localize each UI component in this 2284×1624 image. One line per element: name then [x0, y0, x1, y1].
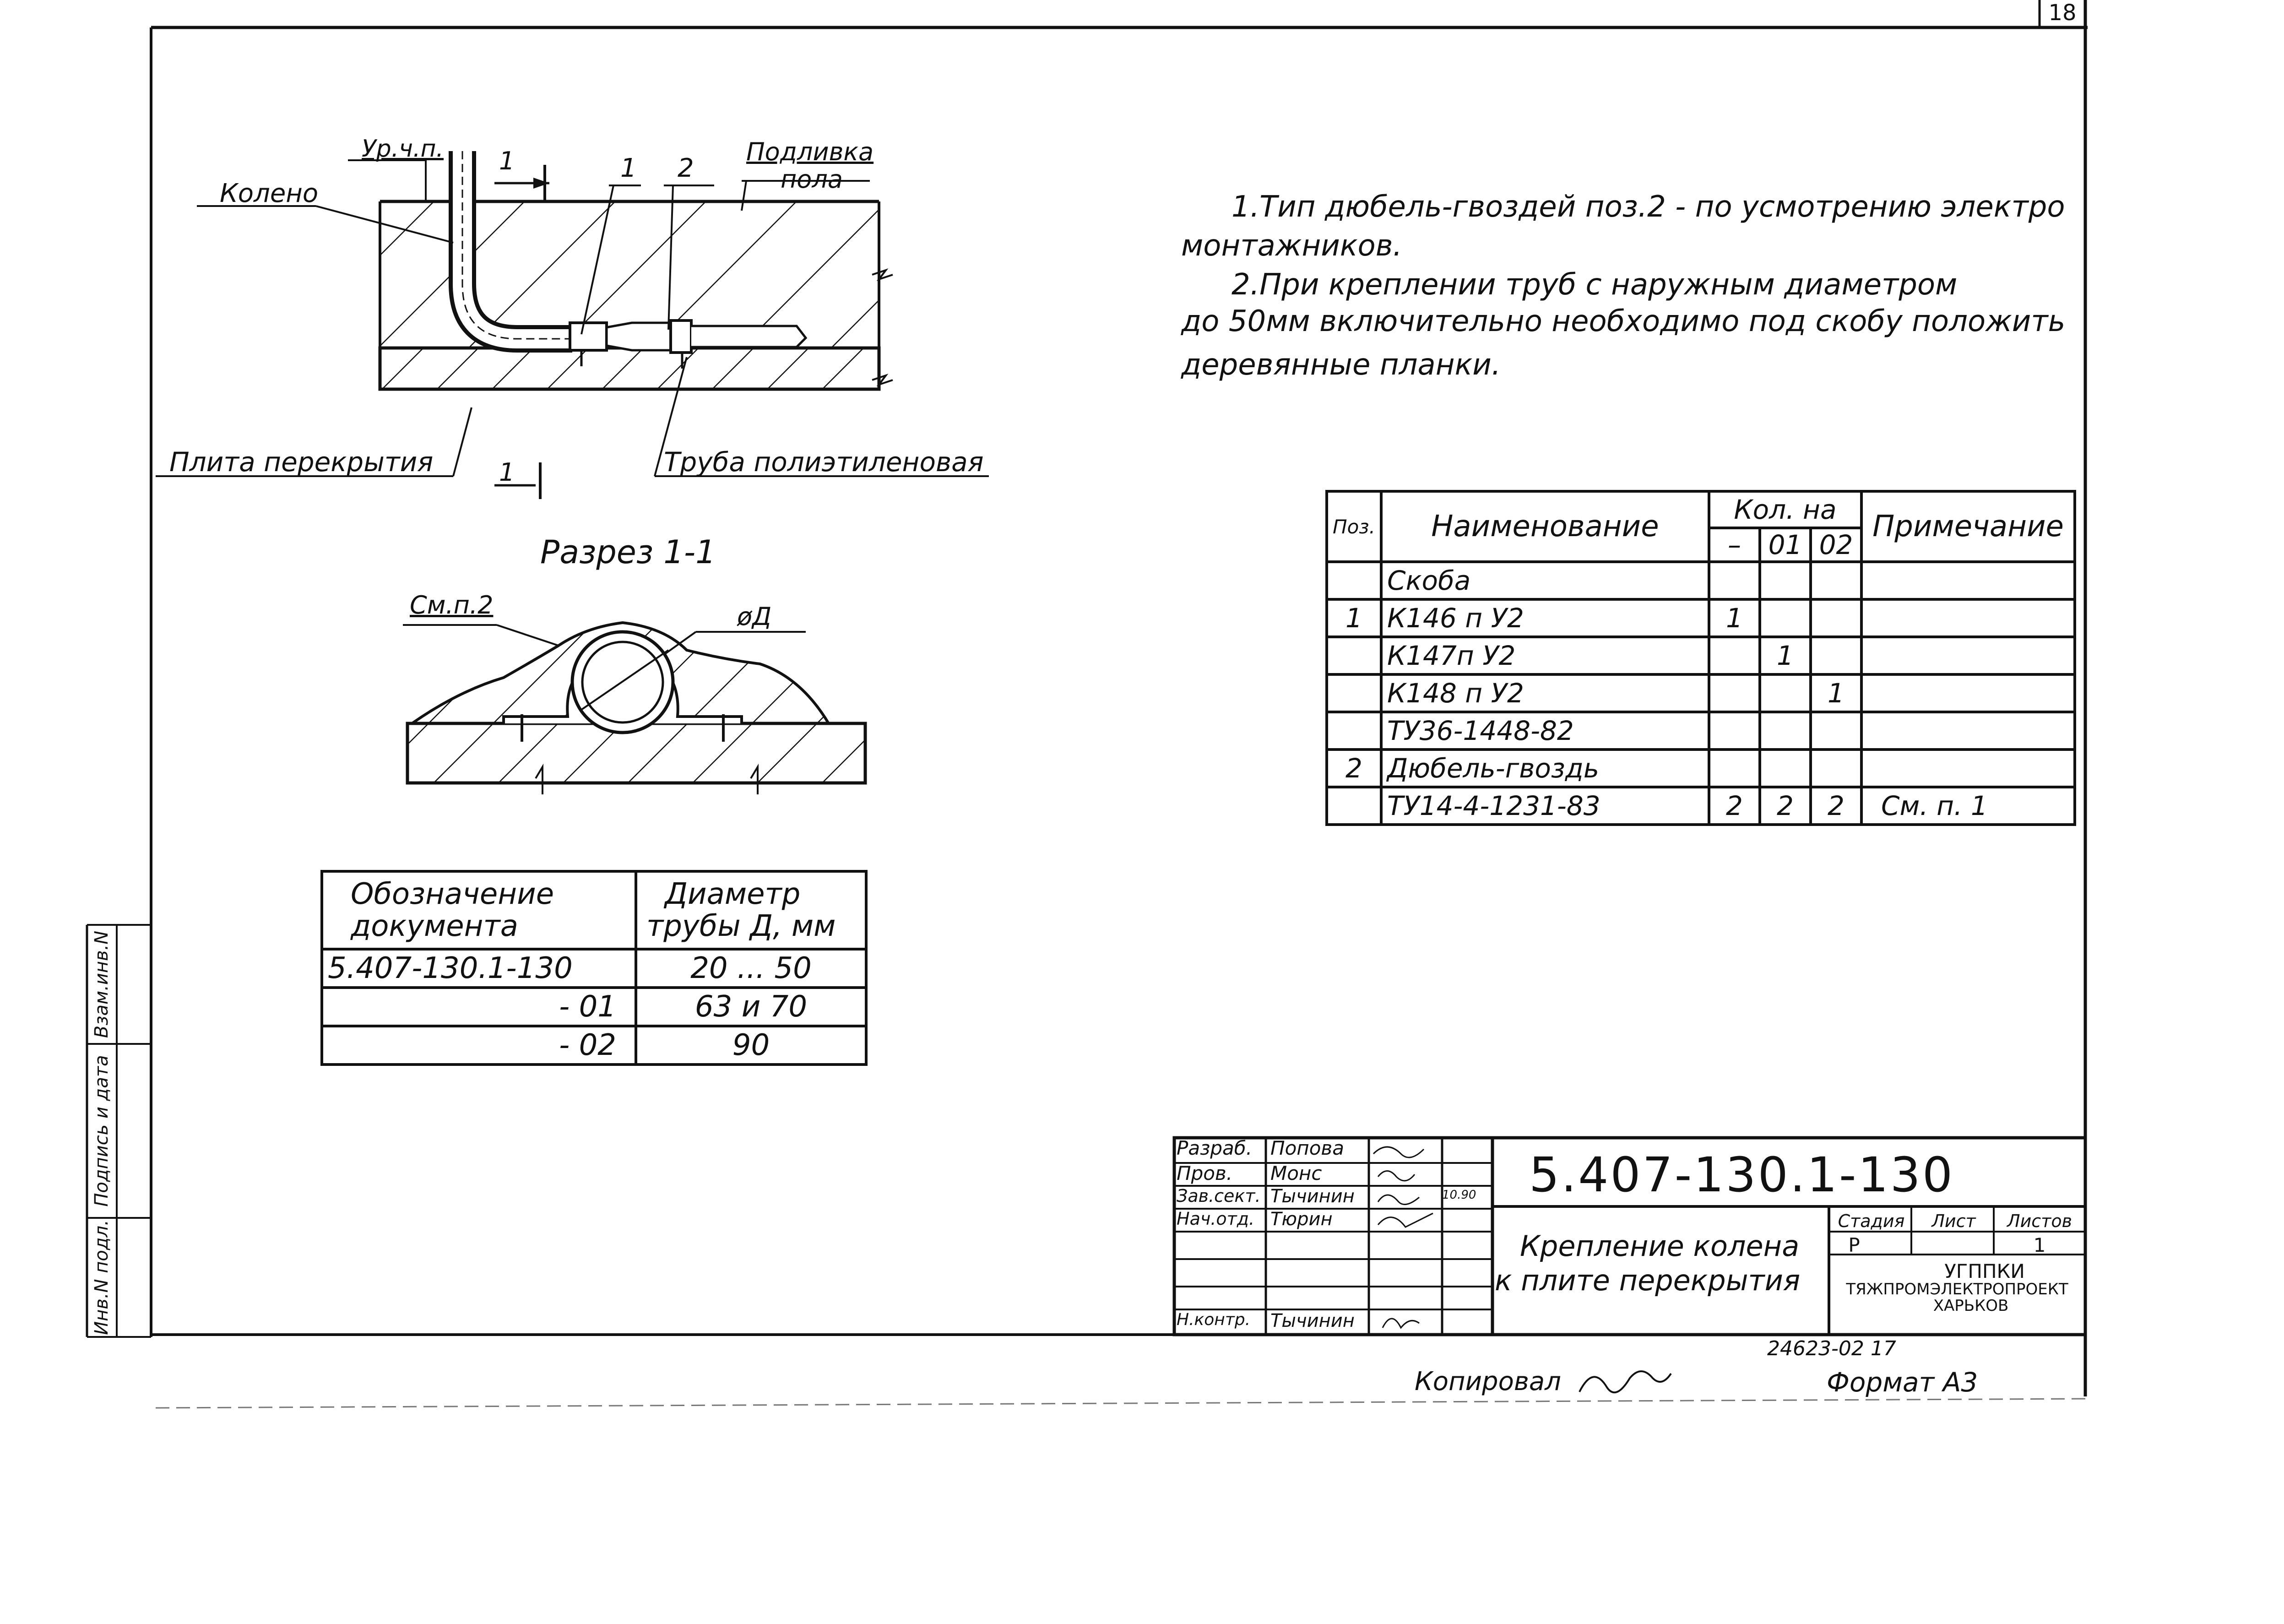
spec-note: См. п. 1 — [1861, 787, 2075, 825]
name-dept-head: Тюрин — [1270, 1209, 1333, 1230]
sheet-format: Формат А3 — [1827, 1367, 1978, 1398]
doc-table — [320, 870, 868, 1066]
spec-q1 — [1760, 599, 1811, 637]
stage-label: Стадия — [1838, 1211, 1905, 1231]
organization — [1831, 1261, 2083, 1314]
spec-q2: 2 — [1811, 787, 1861, 825]
side-stamp-inventory: Инв.N подл. — [91, 1220, 112, 1335]
spec-name: ТУ36-1448-82 — [1381, 712, 1709, 750]
spec-q1 — [1760, 750, 1811, 787]
spec-q0 — [1709, 637, 1760, 674]
spec-q2 — [1811, 599, 1861, 637]
spec-pos — [1327, 637, 1381, 674]
note-line: монтажников. — [1181, 229, 1402, 263]
table-row — [1327, 637, 2075, 674]
spec-note — [1861, 599, 2075, 637]
name-sector-head: Тычинин — [1270, 1186, 1355, 1207]
document-code: 5.407-130.1-130 — [1529, 1147, 1955, 1203]
spec-q1 — [1760, 712, 1811, 750]
spec-header-q0: – — [1709, 528, 1760, 562]
doc-header-pipe-d: трубы Д, мм — [646, 909, 836, 943]
label-screed-2: пола — [781, 165, 843, 194]
table-row — [1327, 712, 2075, 750]
title-line-2: к плите перекрытия — [1495, 1264, 1801, 1297]
spec-q2 — [1811, 750, 1861, 787]
label-elbow: Колено — [220, 179, 319, 208]
spec-q2 — [1811, 712, 1861, 750]
label-pos-2: 2 — [678, 153, 694, 183]
table-row — [322, 988, 866, 1026]
spec-note — [1861, 712, 2075, 750]
table-row — [1327, 750, 2075, 787]
spec-pos — [1327, 674, 1381, 712]
spec-pos — [1327, 712, 1381, 750]
role-sector-head: Зав.сект. — [1177, 1186, 1261, 1206]
spec-q2 — [1811, 637, 1861, 674]
spec-header-q1: 01 — [1760, 528, 1811, 562]
role-developer: Разраб. — [1177, 1137, 1253, 1159]
doc-cell: - 01 — [322, 988, 636, 1026]
spec-pos: 2 — [1327, 750, 1381, 787]
spec-q0 — [1709, 674, 1760, 712]
sheet-number: 18 — [2048, 0, 2077, 26]
note-line: до 50мм включительно необходимо под скобу положить — [1181, 304, 2066, 338]
side-stamp-replace: Взам.инв.N — [91, 930, 112, 1038]
note-line: 2.При креплении труб с наружным диаметром — [1232, 268, 1958, 302]
sheet-label: Лист — [1931, 1211, 1976, 1231]
doc-cell: - 02 — [322, 1026, 636, 1065]
spec-name: Дюбель-гвоздь — [1381, 750, 1709, 787]
name-norm-control: Тычинин — [1270, 1310, 1355, 1331]
spec-q1: 1 — [1760, 637, 1811, 674]
spec-note — [1861, 637, 2075, 674]
archive-number: 24623-02 17 — [1767, 1337, 1896, 1360]
copied-signature — [1575, 1367, 1676, 1399]
spec-q0 — [1709, 562, 1760, 599]
spec-header-qty: Кол. на — [1709, 491, 1861, 528]
note-line: 1.Тип дюбель-гвоздей поз.2 - по усмотрению электро — [1232, 190, 2065, 224]
spec-pos — [1327, 562, 1381, 599]
name-checker: Монс — [1270, 1162, 1322, 1184]
label-section-mark-top: 1 — [499, 147, 515, 175]
signature-scribble — [1373, 1147, 1424, 1157]
sheets-label: Листов — [2007, 1211, 2072, 1231]
doc-header-designation: Обозначение — [351, 877, 554, 911]
spec-q0: 2 — [1709, 787, 1760, 825]
section-1-1-drawing — [366, 591, 916, 820]
spec-name: К147п У2 — [1381, 637, 1709, 674]
spec-table — [1325, 490, 2076, 826]
label-diameter: øД — [737, 602, 772, 631]
spec-note — [1861, 562, 2075, 599]
role-norm-control: Н.контр. — [1177, 1310, 1251, 1329]
name-developer: Попова — [1270, 1137, 1344, 1159]
floor-section-drawing — [0, 0, 1053, 504]
org-line-2: ТЯЖПРОМЭЛЕКТРОПРОЕКТ — [1846, 1280, 2068, 1299]
spec-name: ТУ14-4-1231-83 — [1381, 787, 1709, 825]
label-slab: Плита перекрытия — [169, 446, 434, 478]
spec-header-q2: 02 — [1811, 528, 1861, 562]
spec-q0 — [1709, 712, 1760, 750]
label-pipe: Труба полиэтиленовая — [664, 446, 984, 478]
date: 10.90 — [1442, 1188, 1476, 1202]
org-line-1: УГППКИ — [1944, 1260, 2025, 1282]
label-section-mark-bottom: 1 — [499, 458, 515, 487]
table-row — [1327, 787, 2075, 825]
dia-cell: 63 и 70 — [636, 988, 866, 1026]
label-floor-level: Ур.ч.п. — [362, 135, 444, 163]
spec-name: К146 п У2 — [1381, 599, 1709, 637]
spec-q2: 1 — [1811, 674, 1861, 712]
note-line: деревянные планки. — [1181, 348, 1501, 382]
spec-note — [1861, 674, 2075, 712]
spec-q1 — [1760, 562, 1811, 599]
table-row — [1327, 674, 2075, 712]
spec-name: Скоба — [1381, 562, 1709, 599]
section-title: Разрез 1-1 — [540, 533, 716, 571]
org-line-3: ХАРЬКОВ — [1933, 1296, 2009, 1315]
table-row — [1327, 599, 2075, 637]
doc-cell: 5.407-130.1-130 — [322, 949, 636, 988]
label-pos-1: 1 — [620, 153, 637, 183]
stage-value: Р — [1848, 1234, 1860, 1256]
spec-header-pos: Поз. — [1327, 491, 1381, 562]
doc-header-diameter: Диаметр — [665, 877, 801, 911]
spec-pos — [1327, 787, 1381, 825]
side-stamp-signature: Подпись и дата — [91, 1055, 112, 1207]
spec-header-name: Наименование — [1381, 491, 1709, 562]
table-row — [322, 949, 866, 988]
spec-name: К148 п У2 — [1381, 674, 1709, 712]
label-see-note: См.п.2 — [410, 591, 494, 619]
spec-q2 — [1811, 562, 1861, 599]
spec-note — [1861, 750, 2075, 787]
spec-q0 — [1709, 750, 1760, 787]
table-row — [1327, 562, 2075, 599]
dia-cell: 90 — [636, 1026, 866, 1065]
spec-q1 — [1760, 674, 1811, 712]
table-row — [322, 1026, 866, 1065]
spec-q1: 2 — [1760, 787, 1811, 825]
title-line-1: Крепление колена — [1520, 1229, 1800, 1263]
sheets-value: 1 — [2033, 1234, 2046, 1256]
dia-cell: 20 ... 50 — [636, 949, 866, 988]
role-checker: Пров. — [1177, 1162, 1233, 1184]
spec-q0: 1 — [1709, 599, 1760, 637]
label-screed: Подливка — [746, 137, 874, 166]
doc-header-document: документа — [351, 909, 518, 943]
spec-header-note: Примечание — [1861, 491, 2075, 562]
spec-pos: 1 — [1327, 599, 1381, 637]
copied-by: Копировал — [1415, 1367, 1561, 1396]
role-dept-head: Нач.отд. — [1177, 1209, 1255, 1229]
